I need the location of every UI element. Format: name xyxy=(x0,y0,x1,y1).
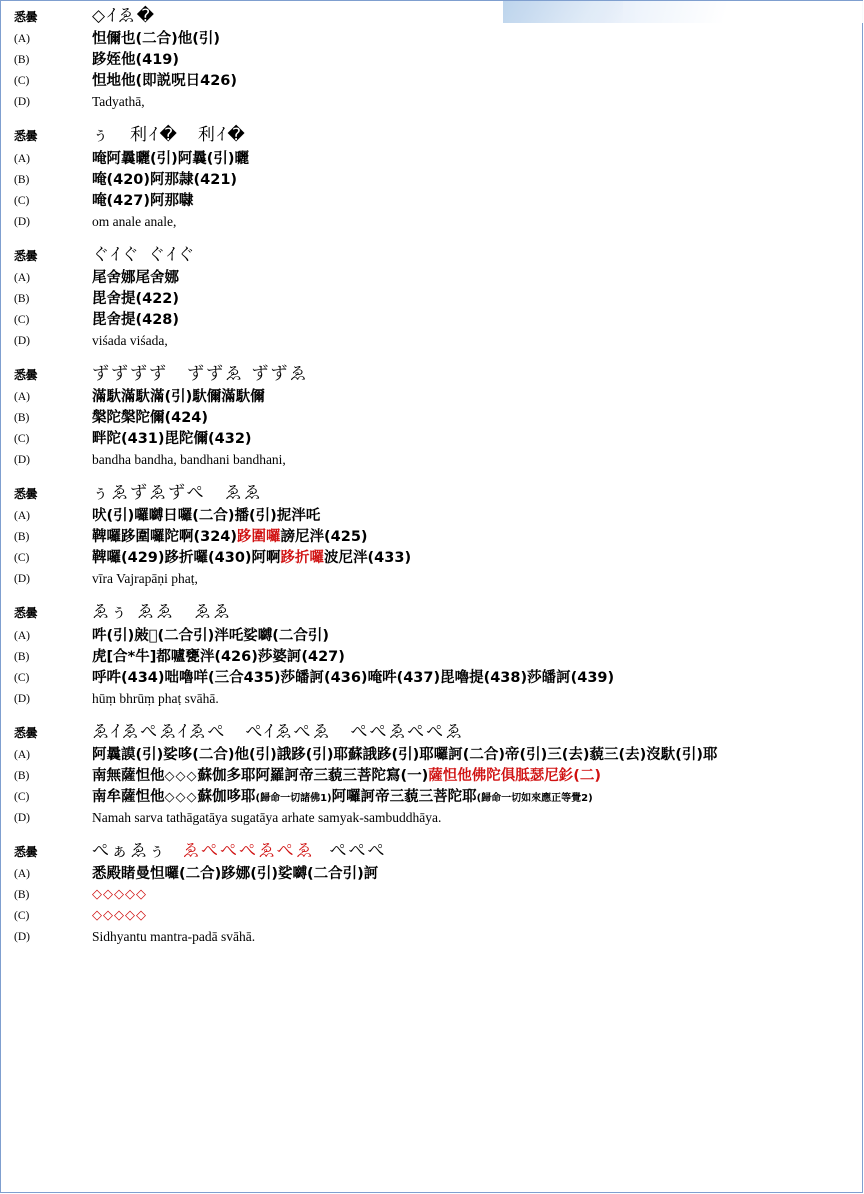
variant-b-text: 槃陀槃陀儞(424) xyxy=(92,410,209,426)
row-d xyxy=(14,213,854,232)
transliteration-text: om anale anale, xyxy=(92,213,177,229)
variant-a-text: 滿馱滿馱滿(引)馱儞滿馱儞 xyxy=(92,389,265,405)
row-b xyxy=(14,648,854,667)
siddham-script: ◇ｲゑ� xyxy=(92,6,157,26)
row-b xyxy=(14,51,854,70)
transliteration-text: bandha bandha, bandhani bandhani, xyxy=(92,452,286,467)
row-label-c: (C) xyxy=(14,910,30,922)
variant-b-text xyxy=(92,767,854,785)
row-label-c: (C) xyxy=(14,313,30,326)
entry-5 xyxy=(14,483,854,589)
row-label-d: (D) xyxy=(14,573,30,586)
row-c xyxy=(14,311,854,330)
transliteration-text: viśada viśada, xyxy=(92,332,168,348)
variant-b-prefix: 鞞囉跢圍囉陀啊(324) xyxy=(92,529,238,546)
row-label-a: (A) xyxy=(14,271,30,284)
row-b xyxy=(14,886,854,905)
row-siddham xyxy=(14,364,854,386)
row-b xyxy=(14,409,854,428)
row-c xyxy=(14,72,854,91)
entry-8 xyxy=(14,841,854,947)
variant-c-text xyxy=(92,788,854,806)
row-d xyxy=(14,570,854,589)
row-label-c: (C) xyxy=(14,194,30,207)
row-label-b: (B) xyxy=(14,531,30,544)
row-label-c: (C) xyxy=(14,790,30,803)
row-label-a: (A) xyxy=(14,510,30,523)
row-c xyxy=(14,192,854,211)
row-a xyxy=(14,507,854,526)
variant-c-text: 唵(427)阿那㘑 xyxy=(92,192,194,209)
variant-b-text: 毘舍提(422) xyxy=(92,290,180,307)
entry-2 xyxy=(14,125,854,231)
row-a xyxy=(14,269,854,288)
row-siddham xyxy=(14,483,854,505)
siddham-script: ゑぅ ゑゑ ゑゑ xyxy=(92,602,232,623)
entry-1 xyxy=(14,6,854,112)
row-siddham xyxy=(14,125,854,147)
row-label-d: (D) xyxy=(14,454,30,466)
row-label-b: (B) xyxy=(14,173,30,186)
transliteration-text: Sidhyantu mantra-padā svāhā. xyxy=(92,929,256,944)
variant-c-prefix: 南牟薩怛他 xyxy=(92,788,165,805)
row-label-a: (A) xyxy=(14,33,30,46)
variant-c-prefix: 鞞囉(429)跢折囉(430)阿啊 xyxy=(92,550,281,567)
row-a xyxy=(14,30,854,49)
row-a xyxy=(14,150,854,169)
row-a xyxy=(14,388,854,407)
variant-c-text: ◇◇◇◇◇ xyxy=(92,907,147,922)
row-label-c: (C) xyxy=(14,552,30,565)
variant-a-text: 唵阿曩曬(引)阿曩(引)曬 xyxy=(92,150,250,167)
row-d xyxy=(14,809,854,828)
variant-b-middle: 蘇伽多耶阿羅訶帝三藐三菩陀寫(一) xyxy=(197,767,429,784)
row-d xyxy=(14,93,854,112)
siddham-script: ずずずず ずずゑ ずずゑ xyxy=(92,363,309,384)
row-label-siddham: 悉曇 xyxy=(14,367,38,382)
variant-c-gloss-2: (歸命一切如來應正等覺2) xyxy=(476,792,593,804)
variant-b-prefix: 南無薩怛他 xyxy=(92,767,165,784)
row-label-d: (D) xyxy=(14,931,30,943)
row-label-b: (B) xyxy=(14,292,30,305)
row-label-siddham: 悉曇 xyxy=(14,129,38,144)
siddham-script xyxy=(92,841,854,863)
variant-c-text: 毘舍提(428) xyxy=(92,311,180,328)
variant-c-suffix: 波尼泮(433) xyxy=(324,550,412,567)
variant-c-diamonds: ◇◇◇ xyxy=(164,789,198,805)
row-d xyxy=(14,332,854,351)
row-label-c: (C) xyxy=(14,75,30,88)
row-a xyxy=(14,746,854,765)
row-label-d: (D) xyxy=(14,811,30,824)
variant-b-text: 唵(420)阿那隷(421) xyxy=(92,171,238,188)
row-label-siddham: 悉曇 xyxy=(14,10,38,24)
entry-7 xyxy=(14,722,854,828)
row-a xyxy=(14,627,854,646)
row-b xyxy=(14,290,854,309)
row-b xyxy=(14,767,854,786)
variant-a-text: 阿曩謨(引)娑哆(二合)他(引)誐跢(引)耶蘇誐跢(引)耶囉訶(二合)帝(引)三(去)藐三(去)沒馱(引)耶 xyxy=(92,746,718,763)
variant-b-text: ◇◇◇◇◇ xyxy=(92,886,147,901)
row-label-d: (D) xyxy=(14,334,30,347)
entry-3 xyxy=(14,245,854,351)
row-label-siddham: 悉曇 xyxy=(14,844,38,859)
row-d xyxy=(14,451,854,470)
row-a xyxy=(14,865,854,884)
row-siddham xyxy=(14,6,854,28)
row-d xyxy=(14,690,854,709)
siddham-part-3: ぺぺぺ xyxy=(314,840,387,861)
siddham-part-2-highlight: ゑぺぺぺゑぺゑ xyxy=(182,840,315,861)
row-label-b: (B) xyxy=(14,54,30,67)
row-siddham xyxy=(14,841,854,863)
row-label-siddham: 悉曇 xyxy=(14,725,38,740)
row-siddham xyxy=(14,602,854,624)
row-label-b: (B) xyxy=(14,889,30,901)
row-label-a: (A) xyxy=(14,629,30,642)
row-label-b: (B) xyxy=(14,650,30,663)
variant-c-text: 畔陀(431)毘陀儞(432) xyxy=(92,431,252,447)
row-d xyxy=(14,928,854,947)
row-c xyxy=(14,430,854,449)
variant-b-text xyxy=(92,528,854,546)
variant-b-highlight: 薩怛他佛陀俱胝瑟尼釤(二) xyxy=(428,767,602,784)
siddham-script: ぅ 利ｲ� 利ｲ� xyxy=(92,125,247,146)
row-label-c: (C) xyxy=(14,433,30,445)
variant-c-middle-2: 阿囉訶帝三藐三菩陀耶 xyxy=(331,788,477,805)
variant-a-text: 吽(引)㪐𡁠(二合引)泮吒娑嚩(二合引) xyxy=(92,627,329,644)
row-label-d: (D) xyxy=(14,96,30,109)
row-b xyxy=(14,171,854,190)
row-label-a: (A) xyxy=(14,391,30,403)
row-label-d: (D) xyxy=(14,215,30,228)
row-siddham xyxy=(14,722,854,744)
siddham-part-1: ぺぁゑぅ xyxy=(92,840,183,861)
entry-4 xyxy=(14,364,854,470)
siddham-script: ゑｲゑぺゑｲゑぺ ぺｲゑぺゑ ぺぺゑぺぺゑ xyxy=(92,721,465,742)
variant-b-suffix: 謗尼泮(425) xyxy=(280,529,368,546)
variant-b-highlight: 跢圍囉 xyxy=(237,529,281,546)
variant-c-gloss-1: (歸命一切諸佛1) xyxy=(255,792,332,804)
row-label-c: (C) xyxy=(14,671,30,684)
row-label-siddham: 悉曇 xyxy=(14,606,38,621)
row-label-a: (A) xyxy=(14,868,30,880)
row-b xyxy=(14,528,854,547)
row-label-a: (A) xyxy=(14,152,30,165)
variant-a-text: 悉殿睹曼怛囉(二合)跢娜(引)娑嚩(二合引)訶 xyxy=(92,866,379,882)
transliteration-text: vīra Vajrapāṇi phaṭ, xyxy=(92,571,198,587)
siddham-script: ぐｲぐ ぐｲぐ xyxy=(92,244,197,265)
variant-a-text: 吠(引)囉嚩日囉(二合)播(引)抳泮吒 xyxy=(92,508,321,525)
variant-b-text: 虎[合*牛]都嚧甕泮(426)莎婆訶(427) xyxy=(92,648,345,665)
row-siddham xyxy=(14,245,854,267)
variant-c-middle: 蘇伽哆耶 xyxy=(197,788,256,805)
row-c xyxy=(14,907,854,926)
row-c xyxy=(14,788,854,807)
variant-b-diamonds: ◇◇◇ xyxy=(164,768,198,784)
row-label-b: (B) xyxy=(14,412,30,424)
variant-a-text: 尾舍娜尾舍娜 xyxy=(92,269,179,286)
row-label-d: (D) xyxy=(14,692,30,705)
row-label-b: (B) xyxy=(14,769,30,782)
variant-c-text: 怛地他(即説呪日426) xyxy=(92,73,238,90)
row-label-siddham: 悉曇 xyxy=(14,248,38,263)
transliteration-text: Namah sarva tathāgatāya sugatāya arhate samyak-sambuddhāya. xyxy=(92,809,442,825)
variant-c-text: 呼吽(434)咄嚕咩(三合435)莎皤訶(436)唵吽(437)毘嚕提(438)莎皤訶(439) xyxy=(92,669,615,686)
row-c xyxy=(14,669,854,688)
transliteration-text: Tadyathā, xyxy=(92,94,145,110)
row-label-siddham: 悉曇 xyxy=(14,487,38,501)
variant-a-text: 怛儞也(二合)他(引) xyxy=(92,31,221,48)
variant-b-text: 跢姪他(419) xyxy=(92,52,180,69)
row-label-a: (A) xyxy=(14,748,30,761)
transliteration-text: hūṃ bhrūṃ phaṭ svāhā. xyxy=(92,690,219,706)
variant-c-highlight: 跢折囉 xyxy=(280,550,325,567)
variant-c-text xyxy=(92,549,854,567)
row-c xyxy=(14,549,854,568)
siddham-script: ぅゑずゑずぺ ゑゑ xyxy=(92,483,263,503)
entry-6 xyxy=(14,602,854,708)
